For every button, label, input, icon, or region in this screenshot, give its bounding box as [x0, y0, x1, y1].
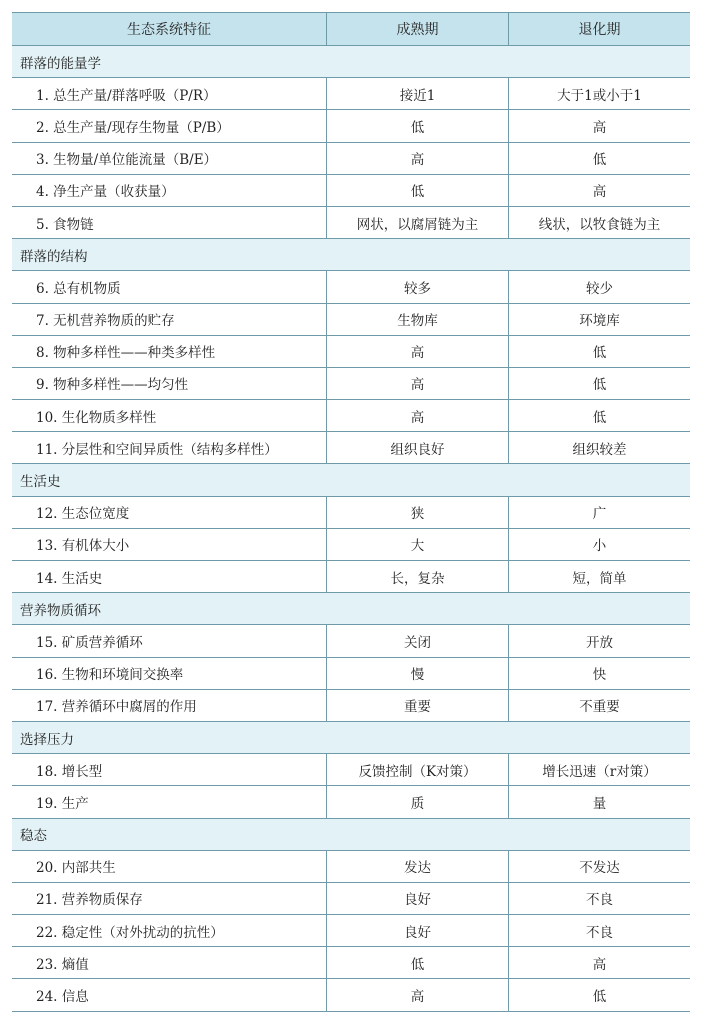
mature-cell: 低 [326, 947, 508, 978]
section-row [12, 464, 690, 496]
header-mature [326, 13, 508, 45]
table-row [12, 561, 690, 593]
feature-cell: 15. 矿质营养循环 [36, 634, 143, 651]
feature-cell: 4. 净生产量（收获量） [36, 184, 175, 201]
table-row [12, 786, 690, 818]
feature-cell: 21. 营养物质保存 [36, 892, 143, 909]
feature-cell: 23. 熵值 [36, 956, 89, 973]
table-row [12, 432, 690, 464]
degraded-cell: 环境库 [508, 304, 690, 335]
mature-cell: 关闭 [326, 625, 508, 656]
table-row [12, 207, 690, 239]
mature-cell: 高 [326, 143, 508, 174]
table-row [12, 658, 690, 690]
header-degraded [508, 13, 690, 45]
table-row [12, 336, 690, 368]
section-row [12, 46, 690, 78]
degraded-cell: 开放 [508, 625, 690, 656]
section-title: 稳态 [20, 828, 47, 845]
feature-cell: 22. 稳定性（对外扰动的抗性） [36, 924, 224, 941]
feature-cell: 14. 生活史 [36, 570, 103, 587]
mature-cell: 长，复杂 [326, 561, 508, 592]
feature-cell: 10. 生化物质多样性 [36, 409, 157, 426]
feature-cell: 9. 物种多样性——均匀性 [36, 377, 189, 394]
degraded-cell: 高 [508, 947, 690, 978]
degraded-cell: 不良 [508, 883, 690, 914]
table-row [12, 497, 690, 529]
feature-cell: 11. 分层性和空间异质性（结构多样性） [36, 441, 278, 458]
feature-cell: 24. 信息 [36, 989, 89, 1006]
header-feature-label: 生态系统特征 [127, 22, 211, 38]
feature-cell: 18. 增长型 [36, 763, 103, 780]
mature-cell: 低 [326, 175, 508, 206]
ecosystem-comparison-table [12, 12, 690, 1012]
feature-cell: 8. 物种多样性——种类多样性 [36, 345, 216, 362]
degraded-cell: 不发达 [508, 851, 690, 882]
degraded-cell: 不良 [508, 915, 690, 946]
table-row [12, 271, 690, 303]
header-degraded-label: 退化期 [578, 22, 621, 38]
table-row [12, 304, 690, 336]
section-title: 群落的结构 [20, 248, 88, 265]
table-row [12, 400, 690, 432]
feature-cell: 16. 生物和环境间交换率 [36, 667, 184, 684]
section-title: 营养物质循环 [20, 602, 101, 619]
mature-cell: 组织良好 [326, 432, 508, 463]
table-row [12, 915, 690, 947]
degraded-cell: 量 [508, 786, 690, 817]
feature-cell: 19. 生产 [36, 795, 89, 812]
degraded-cell: 线状，以牧食链为主 [508, 207, 690, 238]
mature-cell: 慢 [326, 658, 508, 689]
degraded-cell: 低 [508, 979, 690, 1010]
feature-cell: 2. 总生产量/现存生物量（P/B） [36, 119, 230, 136]
table-row [12, 529, 690, 561]
feature-cell: 13. 有机体大小 [36, 538, 130, 555]
feature-cell: 1. 总生产量/群落呼吸（P/R） [36, 87, 217, 104]
section-title: 生活史 [20, 474, 61, 491]
table-row [12, 754, 690, 786]
table-row [12, 851, 690, 883]
table-row [12, 143, 690, 175]
table-header-row [12, 12, 690, 46]
mature-cell: 质 [326, 786, 508, 817]
degraded-cell: 增长迅速（r对策） [508, 754, 690, 785]
section-row [12, 239, 690, 271]
mature-cell: 狭 [326, 497, 508, 528]
degraded-cell: 高 [508, 175, 690, 206]
mature-cell: 生物库 [326, 304, 508, 335]
mature-cell: 重要 [326, 690, 508, 721]
section-title: 群落的能量学 [20, 55, 101, 72]
mature-cell: 良好 [326, 883, 508, 914]
header-mature-label: 成熟期 [396, 22, 439, 38]
degraded-cell: 小 [508, 529, 690, 560]
degraded-cell: 短，简单 [508, 561, 690, 592]
table-row [12, 883, 690, 915]
section-row [12, 722, 690, 754]
degraded-cell: 较少 [508, 271, 690, 302]
degraded-cell: 低 [508, 143, 690, 174]
table-row [12, 625, 690, 657]
mature-cell: 高 [326, 368, 508, 399]
table-row [12, 175, 690, 207]
degraded-cell: 快 [508, 658, 690, 689]
degraded-cell: 低 [508, 368, 690, 399]
table-body [12, 46, 690, 1012]
mature-cell: 网状，以腐屑链为主 [326, 207, 508, 238]
degraded-cell: 不重要 [508, 690, 690, 721]
header-feature [12, 13, 326, 45]
degraded-cell: 广 [508, 497, 690, 528]
degraded-cell: 低 [508, 400, 690, 431]
degraded-cell: 组织较差 [508, 432, 690, 463]
mature-cell: 发达 [326, 851, 508, 882]
feature-cell: 20. 内部共生 [36, 860, 116, 877]
mature-cell: 反馈控制（K对策） [326, 754, 508, 785]
mature-cell: 接近1 [326, 78, 508, 109]
mature-cell: 低 [326, 110, 508, 141]
feature-cell: 3. 生物量/单位能流量（B/E） [36, 152, 218, 169]
section-row [12, 593, 690, 625]
degraded-cell: 低 [508, 336, 690, 367]
mature-cell: 高 [326, 979, 508, 1010]
mature-cell: 大 [326, 529, 508, 560]
feature-cell: 5. 食物链 [36, 216, 94, 233]
feature-cell: 17. 营养循环中腐屑的作用 [36, 699, 197, 716]
mature-cell: 高 [326, 336, 508, 367]
degraded-cell: 大于1或小于1 [508, 78, 690, 109]
table-row [12, 979, 690, 1011]
feature-cell: 12. 生态位宽度 [36, 506, 130, 523]
table-row [12, 690, 690, 722]
feature-cell: 7. 无机营养物质的贮存 [36, 313, 175, 330]
table-row [12, 78, 690, 110]
mature-cell: 高 [326, 400, 508, 431]
section-row [12, 819, 690, 851]
mature-cell: 良好 [326, 915, 508, 946]
table-row [12, 110, 690, 142]
table-row [12, 368, 690, 400]
feature-cell: 6. 总有机物质 [36, 280, 121, 297]
table-row [12, 947, 690, 979]
mature-cell: 较多 [326, 271, 508, 302]
degraded-cell: 高 [508, 110, 690, 141]
section-title: 选择压力 [20, 731, 74, 748]
